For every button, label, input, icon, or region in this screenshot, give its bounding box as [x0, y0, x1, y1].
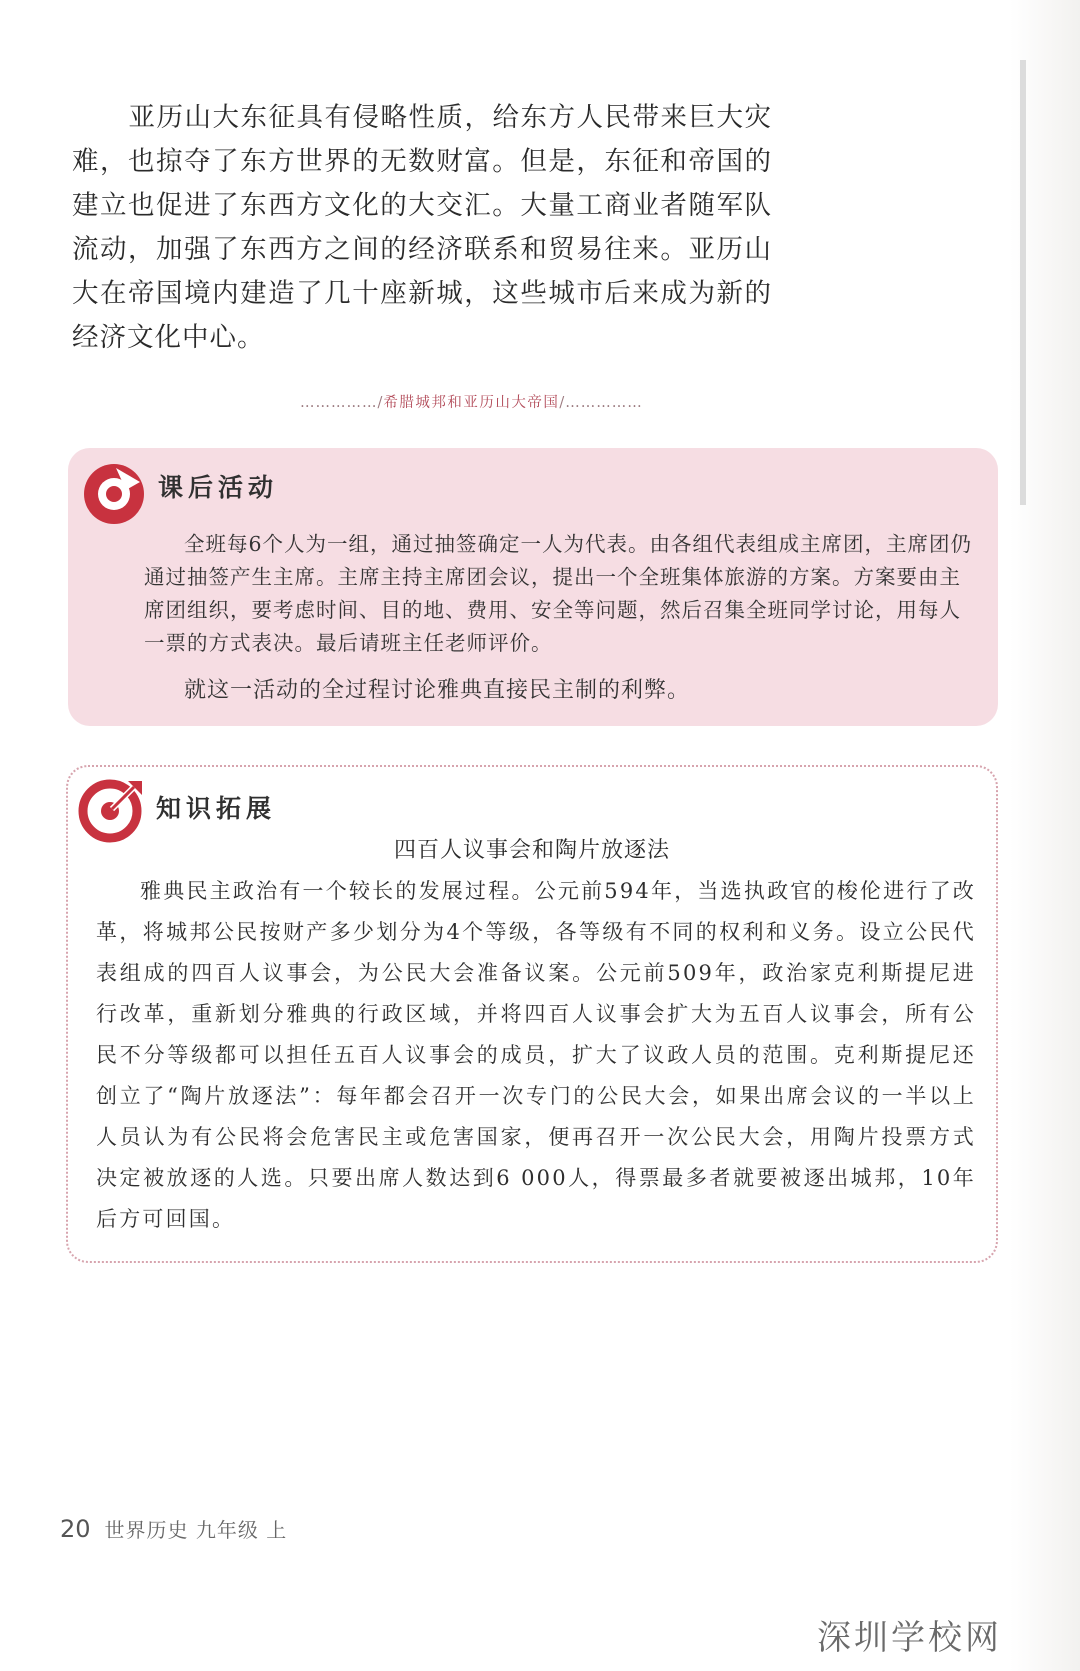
knowledge-paragraph — [96, 871, 976, 1240]
activity-badge-icon — [80, 460, 148, 528]
main-paragraph-text: 亚历山大东征具有侵略性质，给东方人民带来巨大灾难，也掠夺了东方世界的无数财富。但是，东征和帝国的建立也促进了东西方文化的大交汇。大量工商业者随军队流动，加强了东西方之间的经济联系和贸易往来。亚历山大在帝国境内建造了几十座新城，这些城市后来成为新的经济文化中心。 — [72, 102, 772, 353]
page-edge — [1020, 60, 1026, 505]
activity-title: 课后活动 — [158, 473, 279, 502]
knowledge-paragraph-text: 雅典民主政治有一个较长的发展过程。公元前594年，当选执政官的梭伦进行了改革，将城邦公民按财产多少划分为4个等级，各等级有不同的权利和义务。设立公民代表组成的四百人议事会，为公民大会准备议案。公元前509年，政治家克利斯提尼进行改革，重新划分雅典的行政区域，并将四百人议事会扩大为五百人议事会，所有公民不分等级都可以担任五百人议事会的成员，扩大了议政人员的范围。克利斯提尼还创立了“陶片放逐法”：每年都会召开一次专门的公民大会，如果出席会议的一半以上人员认为有公民将会危害民主或危害国家，便再召开一次公民大会，用陶片投票方式决定被放逐的人选。只要出席人数达到6 000人，得票最多者就要被逐出城邦，10年后方可回国。 — [96, 879, 976, 1231]
main-paragraph — [72, 96, 772, 360]
page-footer — [60, 1514, 287, 1543]
book-title: 世界历史 九年级 上 — [104, 1518, 288, 1542]
knowledge-box — [66, 765, 998, 1263]
activity-paragraph-1 — [144, 528, 978, 660]
page-number: 20 — [60, 1515, 91, 1543]
section-ref-right-dots: /…………… — [559, 395, 643, 411]
section-ref-text: 希腊城邦和亚历山大帝国 — [383, 395, 560, 411]
activity-paragraph-2 — [144, 674, 978, 707]
section-reference — [300, 391, 770, 412]
section-ref-left-dots: ……………/ — [300, 395, 384, 411]
knowledge-title: 知识拓展 — [156, 794, 277, 823]
watermark: 深圳学校网 — [817, 1618, 1002, 1658]
knowledge-subtitle: 四百人议事会和陶片放逐法 — [393, 838, 670, 863]
activity-paragraph-2-text: 就这一活动的全过程讨论雅典直接民主制的利弊。 — [184, 678, 691, 703]
activity-box — [68, 448, 998, 726]
activity-paragraph-1-text: 全班每6个人为一组，通过抽签确定一人为代表。由各组代表组成主席团，主席团仍通过抽签产生主席。主席主持主席团会议，提出一个全班集体旅游的方案。方案要由主席团组织，要考虑时间、目的地、费用、安全等问题，然后召集全班同学讨论，用每人一票的方式表决。最后请班主任老师评价。 — [144, 532, 973, 655]
